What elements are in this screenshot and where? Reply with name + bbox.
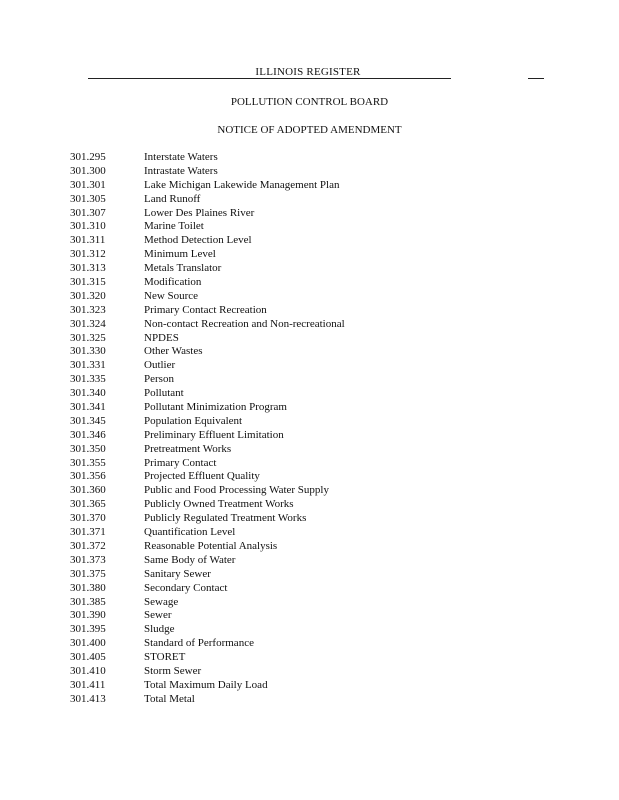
section-name: Pollutant (144, 387, 184, 400)
section-row (70, 165, 345, 179)
section-row (70, 693, 345, 707)
section-row (70, 276, 345, 290)
header-short-rule (528, 78, 544, 79)
section-name: Standard of Performance (144, 637, 254, 650)
section-row (70, 234, 345, 248)
section-row (70, 193, 345, 207)
section-name: Marine Toilet (144, 220, 204, 233)
section-number: 301.371 (70, 526, 106, 539)
section-name: Lower Des Plaines River (144, 206, 255, 219)
section-number: 301.390 (70, 609, 106, 622)
section-row (70, 457, 345, 471)
section-number: 301.295 (70, 151, 106, 163)
section-row (70, 540, 345, 554)
section-number: 301.330 (70, 345, 106, 358)
section-row (70, 359, 345, 373)
section-number: 301.405 (70, 651, 106, 664)
section-name: Non-contact Recreation and Non-recreational (144, 317, 345, 330)
section-name: Population Equivalent (144, 414, 243, 427)
section-number: 301.411 (70, 678, 106, 691)
section-row (70, 387, 345, 401)
section-row (70, 179, 345, 193)
section-number: 301.385 (70, 595, 106, 608)
section-row (70, 262, 345, 276)
section-name: Total Maximum Daily Load (144, 678, 268, 691)
section-name: Primary Contact (144, 456, 217, 469)
section-number: 301.355 (70, 456, 106, 469)
section-row (70, 290, 345, 304)
section-number: 301.312 (70, 248, 106, 261)
section-name: Intrastate Waters (144, 164, 218, 177)
header-rule (88, 78, 451, 79)
section-number: 301.305 (70, 192, 106, 205)
section-number: 301.340 (70, 387, 106, 400)
section-row (70, 373, 345, 387)
section-row (70, 345, 345, 359)
section-number: 301.310 (70, 220, 106, 233)
section-name: Primary Contact Recreation (144, 303, 267, 316)
notice-title: NOTICE OF ADOPTED AMENDMENT (217, 124, 402, 136)
section-name: NPDES (144, 331, 179, 344)
section-number: 301.331 (70, 359, 106, 372)
section-number: 301.373 (70, 553, 106, 566)
section-name: Public and Food Processing Water Supply (144, 484, 329, 497)
section-number: 301.413 (70, 692, 106, 705)
section-row (70, 568, 345, 582)
section-row (70, 332, 345, 346)
section-number: 301.325 (70, 331, 106, 344)
section-row (70, 248, 345, 262)
section-number: 301.335 (70, 373, 106, 386)
section-row (70, 429, 345, 443)
section-number: 301.380 (70, 581, 106, 594)
section-row (70, 415, 345, 429)
section-row (70, 679, 345, 693)
section-number: 301.307 (70, 206, 106, 219)
section-name: Quantification Level (144, 526, 236, 539)
section-number: 301.324 (70, 317, 106, 330)
section-name: Publicly Owned Treatment Works (144, 498, 294, 511)
section-name: Sludge (144, 623, 175, 636)
board-title: POLLUTION CONTROL BOARD (230, 96, 389, 108)
section-name: Same Body of Water (144, 553, 236, 566)
section-name: Modification (144, 276, 202, 289)
section-row (70, 637, 345, 651)
section-row (70, 443, 345, 457)
section-row (70, 554, 345, 568)
section-row (70, 484, 345, 498)
section-row (70, 623, 345, 637)
section-name: Sewage (144, 595, 179, 608)
section-row (70, 651, 345, 665)
section-row (70, 401, 345, 415)
section-number: 301.365 (70, 498, 106, 511)
section-name: Preliminary Effluent Limitation (144, 428, 284, 441)
section-row (70, 470, 345, 484)
section-name: Total Metal (144, 692, 195, 705)
section-number: 301.395 (70, 623, 106, 636)
section-number: 301.375 (70, 567, 106, 580)
section-number: 301.360 (70, 484, 106, 497)
section-name: Projected Effluent Quality (144, 470, 260, 483)
section-name: Interstate Waters (144, 151, 218, 163)
section-name: Pollutant Minimization Program (144, 401, 287, 414)
section-name: Storm Sewer (144, 664, 202, 677)
section-number: 301.313 (70, 262, 106, 275)
section-name: Person (144, 373, 174, 386)
section-name: Pretreatment Works (144, 442, 232, 455)
section-number: 301.315 (70, 276, 106, 289)
section-row (70, 498, 345, 512)
section-number: 301.300 (70, 164, 106, 177)
section-row (70, 512, 345, 526)
section-name: Sewer (144, 609, 172, 622)
section-number: 301.346 (70, 428, 106, 441)
section-name: Land Runoff (144, 192, 201, 205)
section-number: 301.301 (70, 178, 106, 191)
section-row (70, 596, 345, 610)
section-name: Outlier (144, 359, 176, 372)
section-name: Method Detection Level (144, 234, 252, 247)
section-row (70, 665, 345, 679)
section-name: Sanitary Sewer (144, 567, 211, 580)
section-number: 301.410 (70, 664, 106, 677)
section-row (70, 609, 345, 623)
section-number: 301.345 (70, 414, 106, 427)
section-row (70, 582, 345, 596)
section-name: Lake Michigan Lakewide Management Plan (144, 178, 340, 191)
section-list (70, 151, 345, 707)
section-name: Metals Translator (144, 262, 222, 275)
section-number: 301.372 (70, 539, 106, 552)
section-number: 301.400 (70, 637, 106, 650)
section-name: Secondary Contact (144, 581, 228, 594)
section-number: 301.350 (70, 442, 106, 455)
section-number: 301.370 (70, 512, 106, 525)
register-title: ILLINOIS REGISTER (255, 66, 361, 78)
section-name: Publicly Regulated Treatment Works (144, 512, 307, 525)
section-row (70, 207, 345, 221)
section-number: 301.341 (70, 401, 106, 414)
section-number: 301.320 (70, 289, 106, 302)
section-number: 301.356 (70, 470, 106, 483)
section-row (70, 220, 345, 234)
section-name: New Source (144, 289, 199, 302)
section-row (70, 151, 345, 165)
section-name: Minimum Level (144, 248, 216, 261)
section-row (70, 318, 345, 332)
section-number: 301.323 (70, 303, 106, 316)
section-number: 301.311 (70, 234, 106, 247)
section-name: STORET (144, 651, 186, 664)
section-row (70, 304, 345, 318)
section-name: Other Wastes (144, 345, 203, 358)
section-name: Reasonable Potential Analysis (144, 539, 278, 552)
section-row (70, 526, 345, 540)
